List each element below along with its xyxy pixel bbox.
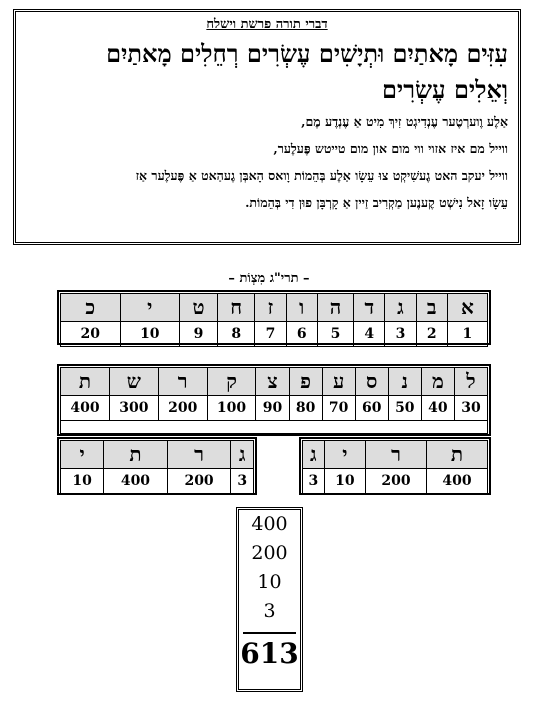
letter-cell: ק: [207, 368, 256, 396]
letter-cell: י: [120, 294, 179, 322]
addend: 3: [263, 600, 276, 622]
addend: 10: [257, 571, 282, 593]
letter-cell: כ: [61, 294, 121, 322]
gematria-table-1: [60, 293, 488, 347]
body-line-1: אַלֶע וֶוערְטֶער עֶנְדִיגְט זִיךְ מִיט אַ עֶנְדֶע מֶם,: [301, 114, 508, 129]
body-line-4: עֵשָׂו זָאל נִישְׁט קֶענֶען מַקְרִיב זַיין אַ קָרְבָּן פוּן דִי בְּהֵמוֹת.: [245, 195, 508, 210]
gematria-table-2: [60, 367, 488, 421]
letter-cell: ל: [454, 368, 487, 396]
value-cell: 100: [207, 396, 256, 421]
letter-cell: ע: [322, 368, 355, 396]
value-cell: 60: [355, 396, 388, 421]
value-cell: 90: [256, 396, 289, 421]
letter-cell: א: [447, 294, 487, 322]
letter-cell: צ: [256, 368, 289, 396]
letter-cell: פ: [289, 368, 322, 396]
value-cell: 400: [61, 396, 110, 421]
value-cell: 3: [231, 469, 254, 494]
letter-cell: ח: [218, 294, 255, 322]
letter-cell: ג: [303, 441, 325, 469]
value-cell: 3: [303, 469, 325, 494]
value-cell: 20: [61, 322, 121, 347]
letter-cell: ת: [427, 441, 488, 469]
letter-cell: ר: [167, 441, 231, 469]
verse-line-2: וְאֵלִים עֶשְׂרִים: [381, 75, 508, 104]
value-cell: 3: [385, 322, 416, 347]
value-cell: 400: [427, 469, 488, 494]
letter-cell: ר: [158, 368, 207, 396]
value-cell: 5: [317, 322, 353, 347]
letter-cell: י: [61, 441, 104, 469]
letter-cell: נ: [388, 368, 421, 396]
value-cell: 200: [167, 469, 231, 494]
letter-cell: ס: [355, 368, 388, 396]
letter-cell: ת: [104, 441, 168, 469]
value-cell: 80: [289, 396, 322, 421]
letter-cell: ג: [385, 294, 416, 322]
sum-total: 613: [240, 637, 299, 670]
sum-box: [236, 507, 303, 692]
letter-cell: ו: [286, 294, 317, 322]
addend: 400: [251, 513, 288, 535]
value-cell: 50: [388, 396, 421, 421]
body-line-3: ווייל יעקב האט גֶעשִׁיקְט צוּ עֵשָׂו אַלֶע בְּהֵמוֹת וָואס הָאבְּן גֶעהַאט אַ פֶּעלֶער אַז: [135, 168, 508, 183]
value-cell: 10: [324, 469, 365, 494]
body-line-2: ווייל מם איז אזוי ווי מום און מום טייטש פֶּעלֶער,: [273, 141, 508, 156]
letter-cell: מ: [421, 368, 454, 396]
source-title: דברי תורה פרשת וישלח: [206, 17, 328, 32]
letter-cell: ש: [109, 368, 158, 396]
letter-cell: ז: [255, 294, 286, 322]
value-cell: 400: [104, 469, 168, 494]
value-cell: 1: [447, 322, 487, 347]
value-cell: 7: [255, 322, 286, 347]
value-cell: 6: [286, 322, 317, 347]
value-cell: 70: [322, 396, 355, 421]
letter-cell: ה: [317, 294, 353, 322]
value-cell: 40: [421, 396, 454, 421]
value-cell: 10: [61, 469, 104, 494]
verse-line-1: עִזִּים מָאתַיִם וּתְיָשִׁים עֶשְׂרִים רְחֵלִים מָאתַיִם: [106, 39, 508, 68]
addend: 200: [251, 542, 288, 564]
letter-cell: ת: [61, 368, 110, 396]
value-cell: 30: [454, 396, 487, 421]
header-box: [13, 9, 521, 245]
letter-cell: ד: [354, 294, 385, 322]
letter-cell: י: [324, 441, 365, 469]
blank-row: [60, 420, 488, 434]
taryag-table-right: [302, 440, 488, 494]
value-cell: 2: [416, 322, 447, 347]
value-cell: 8: [218, 322, 255, 347]
taryag-heading: – תרי"ג מִצְוֹת –: [228, 271, 310, 286]
value-cell: 200: [366, 469, 427, 494]
value-cell: 9: [180, 322, 218, 347]
value-cell: 4: [354, 322, 385, 347]
letter-cell: ר: [366, 441, 427, 469]
letter-cell: ג: [231, 441, 254, 469]
letter-cell: ב: [416, 294, 447, 322]
taryag-table-left: [60, 440, 254, 494]
value-cell: 300: [109, 396, 158, 421]
value-cell: 200: [158, 396, 207, 421]
value-cell: 10: [120, 322, 179, 347]
letter-cell: ט: [180, 294, 218, 322]
